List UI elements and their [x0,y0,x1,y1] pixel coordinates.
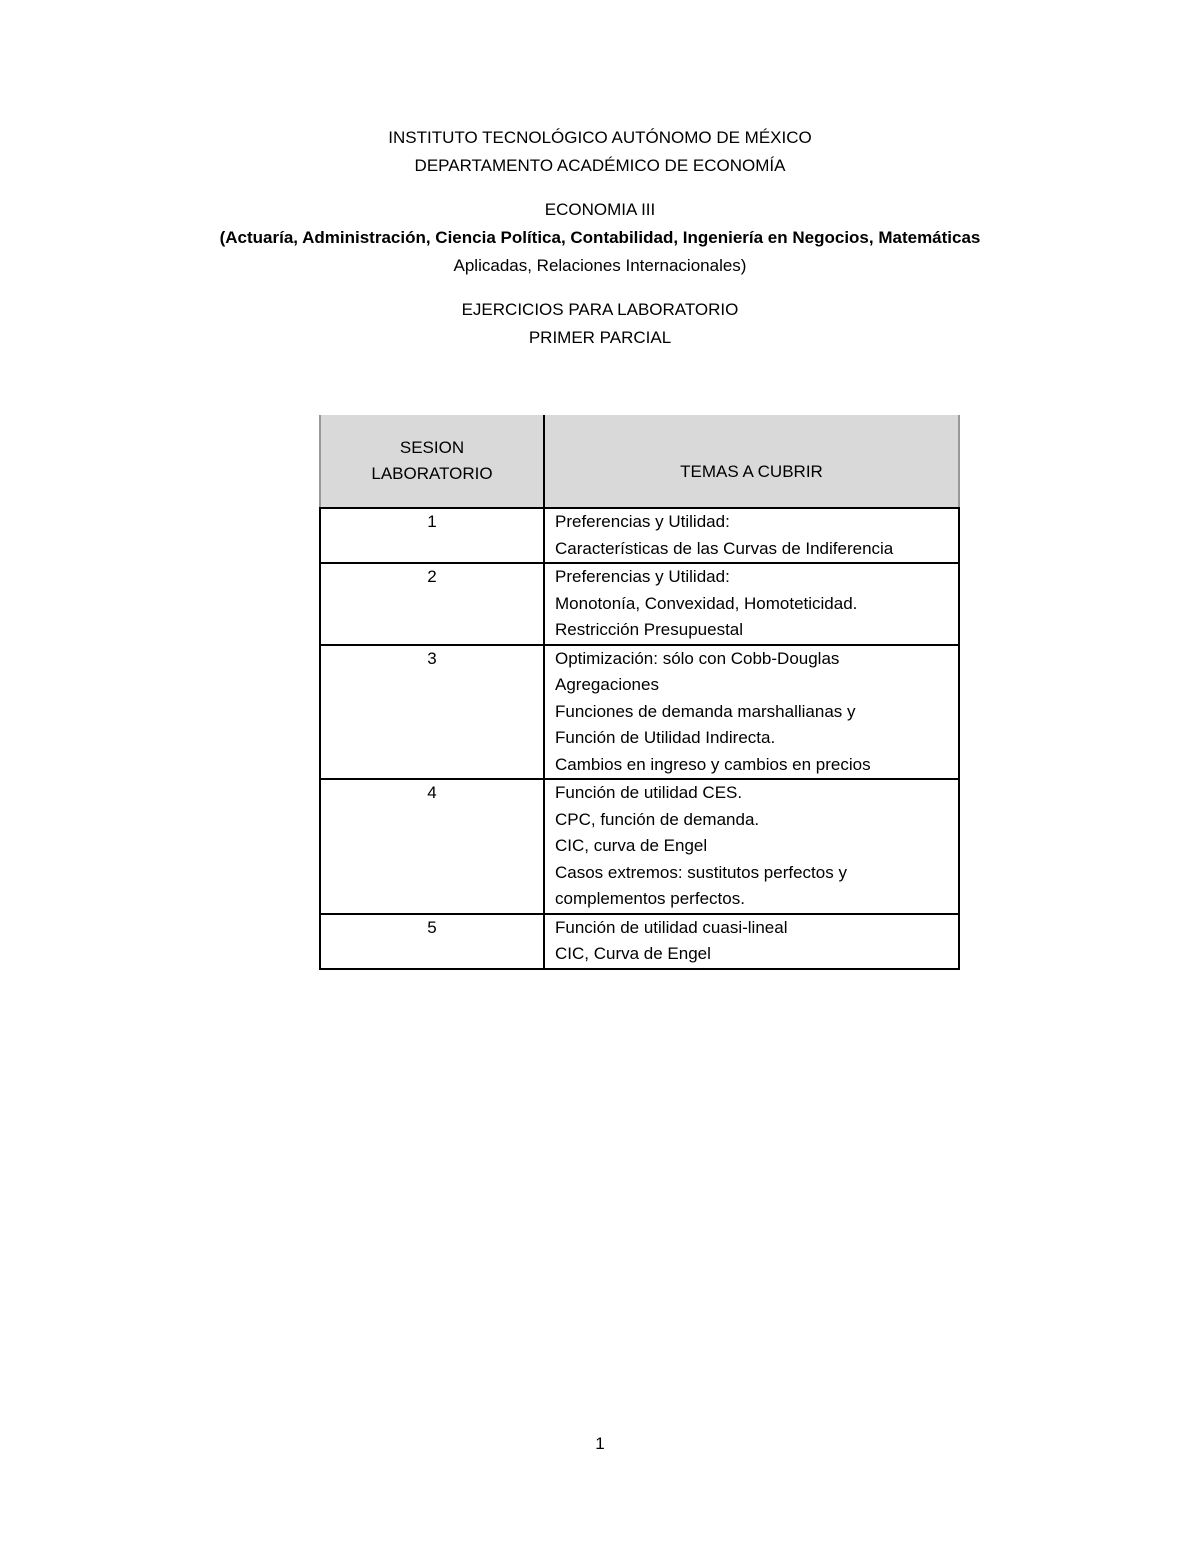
session-topics [544,563,959,645]
topic-line: Casos extremos: sustitutos perfectos y [555,862,847,882]
table-row [320,645,959,780]
topic-line: Preferencias y Utilidad: [555,512,730,531]
table-row [320,779,959,914]
session-number: 4 [320,779,544,914]
topic-line: Preferencias y Utilidad: [555,567,730,586]
document-subtitle: PRIMER PARCIAL [528,328,672,347]
page-number: 1 [595,1434,605,1453]
session-topics [544,914,959,969]
topic-line: Restricción Presupuestal [555,620,744,639]
session-topics [544,779,959,914]
topic-line: CPC, función de demanda. [555,809,760,829]
session-number: 5 [320,914,544,969]
table-header-row [320,415,959,508]
table-row [320,914,959,969]
programs-line-1: (Actuaría, Administración, Ciencia Política, Contabilidad, Ingeniería en Negocios, Matemáticas [219,228,981,247]
column-header-session-line-1: SESION [399,437,465,457]
lab-sessions-table [319,415,960,970]
topic-line: Agregaciones [555,675,659,694]
table-row [320,563,959,645]
column-header-topics: TEMAS A CUBRIR [544,415,959,508]
session-number: 2 [320,563,544,645]
document-title: EJERCICIOS PARA LABORATORIO [461,300,739,319]
column-header-session [320,415,544,508]
title-block [0,296,1200,352]
session-topics [544,508,959,563]
topic-line: Función de utilidad cuasi-lineal [555,917,788,937]
topic-line: Cambios en ingreso y cambios en precios [555,754,871,774]
topic-line: CIC, Curva de Engel [555,944,711,963]
topic-line: Optimización: sólo con Cobb-Douglas [555,648,840,668]
topic-line: complementos perfectos. [555,889,745,908]
session-topics [544,645,959,780]
topic-line: Funciones de demanda marshallianas y [555,701,856,721]
topic-line: Función de Utilidad Indirecta. [555,728,776,747]
session-number: 1 [320,508,544,563]
course-name: ECONOMIA III [544,200,656,219]
table-row [320,508,959,563]
course-block [0,196,1200,280]
topic-line: CIC, curva de Engel [555,836,708,855]
department-name: DEPARTAMENTO ACADÉMICO DE ECONOMÍA [414,156,786,175]
institution-block [0,124,1200,180]
topic-line: Función de utilidad CES. [555,783,743,802]
topic-line: Características de las Curvas de Indiferencia [555,538,894,558]
session-number: 3 [320,645,544,780]
programs-line-2: Aplicadas, Relaciones Internacionales) [453,256,747,275]
document-header [0,124,1200,368]
institution-name: INSTITUTO TECNOLÓGICO AUTÓNOMO DE MÉXICO [388,128,812,147]
column-header-session-line-2: LABORATORIO [371,464,493,483]
topic-line: Monotonía, Convexidad, Homoteticidad. [555,593,858,613]
